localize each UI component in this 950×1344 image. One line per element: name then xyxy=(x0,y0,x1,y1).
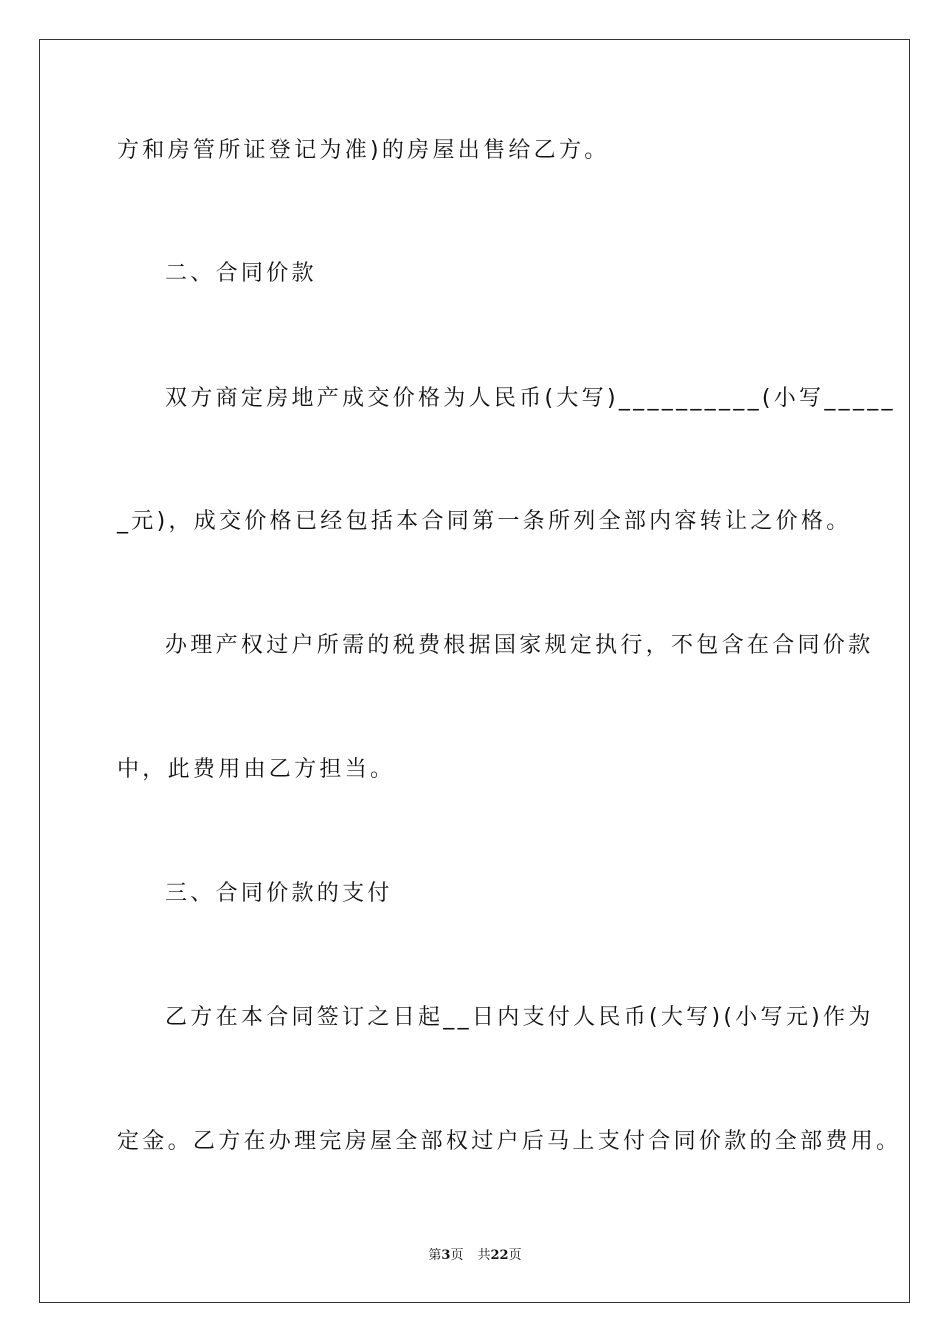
footer-total-prefix: 共 xyxy=(477,1248,491,1263)
text-line-3: 双方商定房地产成交价格为人民币(大写)__________(小写_____ xyxy=(165,386,896,411)
text-line-5: 办理产权过户所需的税费根据国家规定执行，不包含在合同价款 xyxy=(165,633,874,658)
footer-page-number: 3 xyxy=(441,1248,451,1263)
footer-page-prefix: 第 xyxy=(428,1248,442,1263)
text-line-9: 定金。乙方在办理完房屋全部权过户后马上支付合同价款的全部费用。 xyxy=(117,1129,902,1154)
text-line-1: 方和房管所证登记为准)的房屋出售给乙方。 xyxy=(117,138,610,163)
text-line-8: 乙方在本合同签订之日起__日内支付人民币(大写)(小写元)作为 xyxy=(165,1005,874,1030)
page-frame xyxy=(39,39,910,1303)
page-footer xyxy=(0,1248,950,1264)
text-line-4: _元)，成交价格已经包括本合同第一条所列全部内容转让之价格。 xyxy=(117,509,852,534)
footer-total-pages: 22 xyxy=(490,1248,509,1263)
text-line-6: 中，此费用由乙方担当。 xyxy=(117,757,396,782)
section-heading-price: 二、合同价款 xyxy=(165,261,317,286)
section-heading-payment: 三、合同价款的支付 xyxy=(165,881,393,906)
footer-total-suffix: 页 xyxy=(508,1248,522,1263)
footer-page-suffix: 页 xyxy=(450,1248,464,1263)
